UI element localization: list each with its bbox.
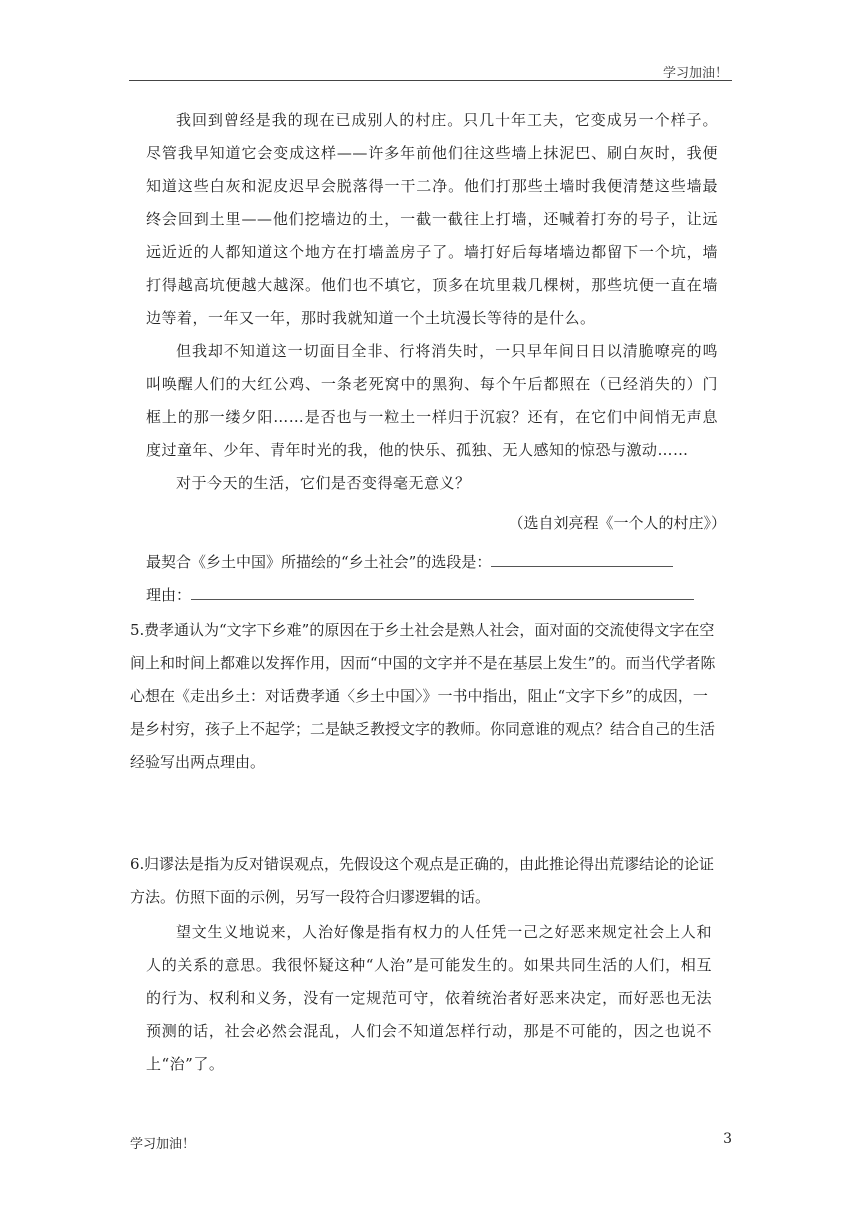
choice-answer-blank[interactable]: [491, 552, 673, 567]
question-6-number: 6.: [130, 855, 145, 873]
choice-label: 最契合《乡土中国》所描绘的“乡土社会”的选段是：: [146, 553, 492, 571]
question-6: [130, 848, 720, 914]
reason-answer-line: [146, 584, 694, 605]
header-text: 学习加油！: [662, 66, 728, 81]
choice-answer-line: [146, 551, 673, 572]
example-paragraph: 望文生义地说来，人治好像是指有权力的人任凭一己之好恶来规定社会上人和人的关系的意思。我很怀疑这种“人治”是可能发生的。如果共同生活的人们，相互的行为、权利和义务，没有一定规范可守，依着统治者好恶来决定，而好恶也无法预测的话，社会必然会混乱，人们会不知道怎样行动，那是不可能的，因之也说不上“治”了。: [146, 923, 712, 1073]
header-rule: [129, 80, 732, 81]
question-6-text: 归谬法是指为反对错误观点，先假设这个观点是正确的，由此推论得出荒谬结论的论证方法。仿照下面的示例，另写一段符合归谬逻辑的话。: [130, 855, 715, 906]
passage-paragraph-1: 我回到曾经是我的现在已成别人的村庄。只几十年工夫，它变成另一个样子。尽管我早知道它会变成这样——许多年前他们往这些墙上抹泥巴、刷白灰时，我便知道这些白灰和泥皮迟早会脱落得一干二净。他们打那些土墙时我便清楚这些墙最终会回到土里——他们挖墙边的土，一截一截往上打墙，还喊着打夯的号子，让远远近近的人都知道这个地方在打墙盖房子了。墙打好后每堵墙边都留下一个坑，墙打得越高坑便越大越深。他们也不填它，顶多在坑里栽几棵树，那些坑便一直在墙边等着，一年又一年，那时我就知道一个土坑漫长等待的是什么。: [146, 111, 718, 327]
page-number: 3: [723, 1131, 732, 1147]
reason-answer-blank[interactable]: [191, 585, 694, 600]
passage-paragraph-2: 但我却不知道这一切面目全非、行将消失时，一只早年间日日以清脆嘹亮的鸣叫唤醒人们的大红公鸡、一条老死窝中的黑狗、每个午后都照在（已经消失的）门框上的那一缕夕阳……是否也与一粒土一样归于沉寂？还有，在它们中间悄无声息度过童年、少年、青年时光的我，他的快乐、孤独、无人感知的惊恐与激动……: [146, 342, 718, 459]
question-5-text: 费孝通认为“文字下乡难”的原因在于乡土社会是熟人社会，面对面的交流使得文字在空间上和时间上都难以发挥作用，因而“中国的文字并不是在基层上发生”的。而当代学者陈心想在《走出乡土：对话费孝通〈乡土中国〉》一书中指出，阻止“文字下乡”的成因，一是乡村穷，孩子上不起学；二是缺乏教授文字的教师。你同意谁的观点？结合自己的生活经验写出两点理由。: [130, 621, 716, 771]
question-5: [130, 614, 720, 779]
passage-paragraph-3: 对于今天的生活，它们是否变得毫无意义？: [176, 474, 471, 492]
passage: [146, 104, 718, 500]
passage-source: （选自刘亮程《一个人的村庄》）: [508, 514, 726, 532]
footer-text: 学习加油！: [130, 1137, 196, 1152]
question-6-example: [146, 916, 712, 1081]
question-5-number: 5.: [130, 621, 145, 639]
reason-label: 理由：: [146, 586, 192, 604]
